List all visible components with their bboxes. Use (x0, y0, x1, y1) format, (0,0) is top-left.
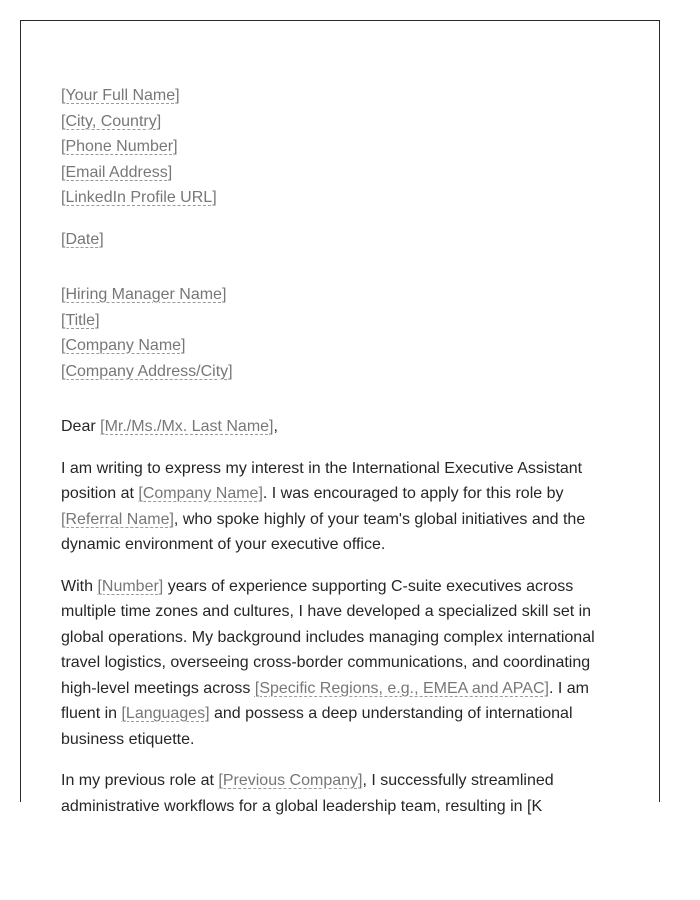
paragraph-intro (61, 456, 611, 558)
paragraph-previous-role (61, 768, 611, 819)
sender-full-name: [Your Full Name] (61, 87, 180, 104)
salutation (61, 414, 611, 440)
recipient-company: [Company Name] (61, 337, 186, 354)
para2-text-1: years of experience supporting C-suite executives across multiple time zones and cultures, I have developed a specialized skill set in global operations. My background includes managing complex international travel logistics, overseeing cross-border communications, and coordinating high-level meetings across (61, 577, 595, 697)
para2-text-2: . I am fluent in (61, 679, 589, 722)
recipient-manager-name: [Hiring Manager Name] (61, 286, 227, 303)
para2-number: [Number] (97, 577, 164, 595)
sender-linkedin: [LinkedIn Profile URL] (61, 189, 217, 206)
para2-text-0: With (61, 577, 98, 595)
para2-regions: [Specific Regions, e.g., EMEA and APAC] (254, 679, 549, 697)
salutation-suffix: , (273, 418, 278, 435)
letter-content (61, 83, 611, 819)
recipient-address: [Company Address/City] (61, 362, 233, 380)
para2-text-3: and possess a deep understanding of international business etiquette. (61, 705, 573, 748)
para3-text-1: , I successfully streamlined administrative workflows for a global leadership team, resulting in [K (61, 772, 554, 815)
recipient-block (61, 282, 611, 384)
sender-phone: [Phone Number] (61, 138, 178, 155)
paragraph-experience (61, 574, 611, 753)
para3-previous-company: [Previous Company] (218, 772, 363, 789)
para1-text-2: . I was encouraged to apply for this role by (262, 485, 564, 502)
para3-text-0: In my previous role at (61, 772, 219, 789)
para1-text-3: , who spoke highly of your team's global initiatives and the dynamic environment of your executive office. (61, 510, 586, 553)
para2-languages: [Languages] (121, 705, 210, 722)
para1-company: [Company Name] (138, 485, 263, 502)
sender-city-country: [City, Country] (61, 112, 162, 130)
sender-email: [Email Address] (61, 163, 173, 181)
para1-text-1: I am writing to express my interest in the International Executive Assistant position at (61, 459, 583, 502)
letter-date: [Date] (61, 230, 104, 248)
date-block (61, 227, 611, 253)
salutation-prefix: Dear (61, 418, 101, 435)
letter-page (20, 20, 660, 815)
recipient-title: [Title] (61, 311, 100, 329)
sender-block (61, 83, 611, 211)
para1-referral: [Referral Name] (61, 510, 174, 528)
salutation-name: [Mr./Ms./Mx. Last Name] (100, 418, 274, 435)
